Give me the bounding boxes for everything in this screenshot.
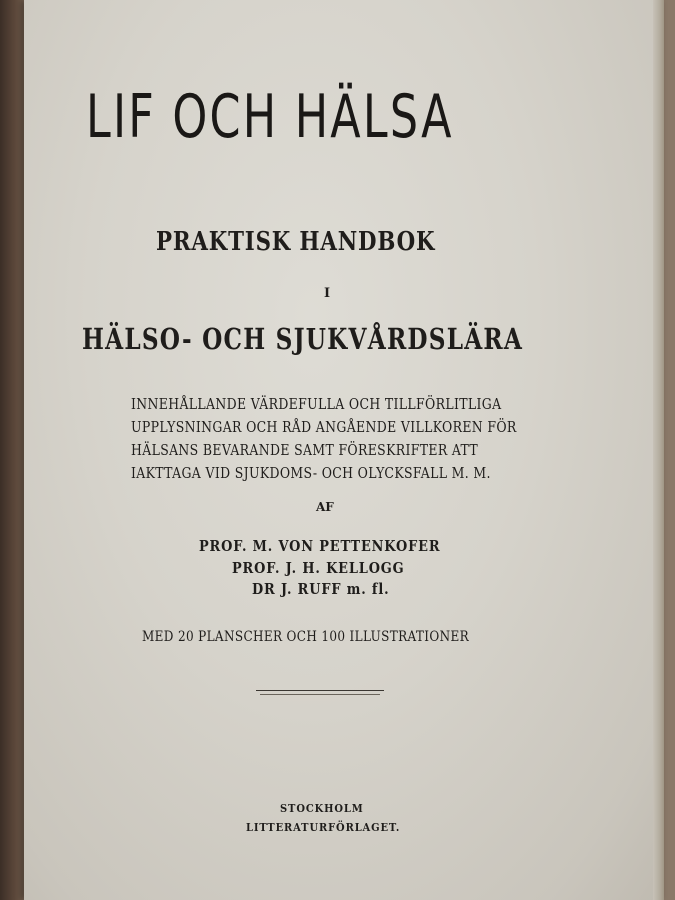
book-title: LIF OCH HÄLSA bbox=[86, 82, 454, 152]
author-name: PROF. M. VON PETTENKOFER bbox=[199, 537, 441, 555]
imprint-place: STOCKHOLM bbox=[280, 802, 364, 815]
subtitle-connector: I bbox=[324, 286, 331, 301]
author-name: DR J. RUFF m. fl. bbox=[252, 580, 390, 598]
illustrations-note: MED 20 PLANSCHER OCH 100 ILLUSTRATIONER bbox=[142, 629, 470, 645]
description-line: HÄLSANS BEVARANDE SAMT FÖRESKRIFTER ATT bbox=[131, 443, 479, 459]
title-page bbox=[24, 0, 664, 900]
book-subtitle: PRAKTISK HANDBOK bbox=[156, 227, 436, 257]
divider-rule bbox=[256, 690, 384, 691]
description-line: INNEHÅLLANDE VÄRDEFULLA OCH TILLFÖRLITLIGA bbox=[131, 397, 502, 413]
imprint-publisher: LITTERATURFÖRLAGET. bbox=[246, 821, 401, 834]
author-name: PROF. J. H. KELLOGG bbox=[232, 559, 405, 577]
by-label: AF bbox=[316, 500, 334, 514]
page-edge bbox=[653, 0, 664, 900]
divider-rule bbox=[260, 694, 380, 695]
subtitle-topic: HÄLSO- OCH SJUKVÅRDSLÄRA bbox=[82, 322, 524, 356]
description-line: IAKTTAGA VID SJUKDOMS- OCH OLYCKSFALL M. M. bbox=[131, 466, 491, 482]
description-line: UPPLYSNINGAR OCH RÅD ANGÅENDE VILLKOREN FÖR bbox=[131, 420, 517, 436]
